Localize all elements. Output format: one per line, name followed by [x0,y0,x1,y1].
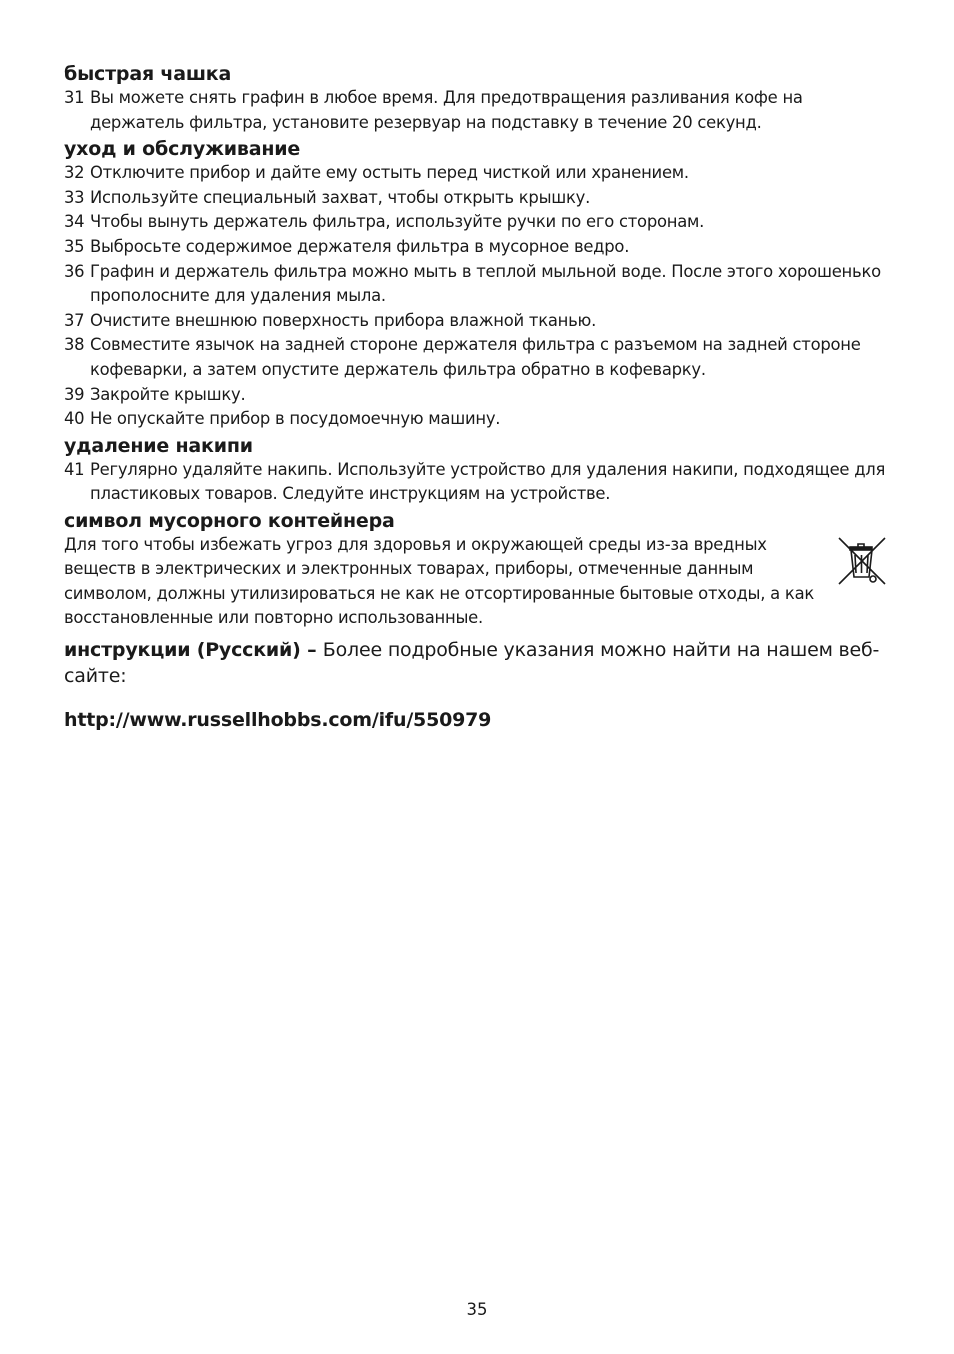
list-item [64,186,886,211]
item-number: 38 [64,335,85,355]
list-item [64,210,886,235]
list-item [64,458,886,507]
item-number: 33 [64,187,85,207]
manual-page-content [64,62,886,732]
list-item [64,383,886,408]
item-text: Совместите язычок на задней стороне держателя фильтра с разъемом на задней стороне кофеварки, а затем опустите держатель фильтра обратно в кофеварку. [90,335,861,379]
item-text: Выбросьте содержимое держателя фильтра в мусорное ведро. [90,236,630,256]
list-item [64,260,886,309]
section-weee-symbol [64,509,886,631]
list-item [64,235,886,260]
section-care-maintenance [64,137,886,432]
item-number: 36 [64,261,85,281]
list-item [64,86,886,135]
instructions-url-link[interactable]: http://www.russellhobbs.com/ifu/550979 [64,708,492,731]
item-number: 41 [64,459,85,479]
item-number: 37 [64,310,85,330]
item-text: Очистите внешнюю поверхность прибора влажной тканью. [90,310,597,330]
item-number: 40 [64,409,85,429]
instructions-note [64,637,886,689]
item-text: Чтобы вынуть держатель фильтра, используйте ручки по его сторонам. [90,212,705,232]
section-quick-cup [64,62,886,135]
section-title: удаление накипи [64,434,253,457]
item-text: Графин и держатель фильтра можно мыть в теплой мыльной воде. После этого хорошенько прополосните для удаления мыла. [90,261,881,306]
crossed-out-wheelie-bin-icon [836,535,888,587]
item-text: Регулярно удаляйте накипь. Используйте устройство для удаления накипи, подходящее для пластиковых товаров. Следуйте инструкциям на устройстве. [90,459,886,504]
list-item [64,309,886,334]
instruction-list [64,86,886,135]
weee-paragraph: Для того чтобы избежать угроз для здоровья и окружающей среды из-за вредных веществ в электрических и электронных товарах, приборы, отмеченные данным символом, должны утилизироваться не как не отсортированные бытовые отходы, а как восстановленные или повторно использованные. [64,534,815,628]
item-text: Отключите прибор и дайте ему остыть перед чисткой или хранением. [90,163,689,183]
section-title: уход и обслуживание [64,138,301,161]
item-number: 32 [64,163,85,183]
item-text: Не опускайте прибор в посудомоечную машину. [90,409,501,429]
item-text: Вы можете снять графин в любое время. Для предотвращения разливания кофе на держатель фильтра, установите резервуар на подставку в течение 20 секунд. [90,88,803,132]
instructions-text: Более подробные указания можно найти на нашем веб-сайте: [64,638,880,687]
item-number: 35 [64,236,85,256]
item-number: 31 [64,88,85,107]
instruction-list [64,161,886,432]
item-number: 39 [64,384,85,404]
item-number: 34 [64,212,85,232]
item-text: Закройте крышку. [90,384,246,404]
section-title: символ мусорного контейнера [64,509,395,532]
instructions-dash: – [300,638,323,661]
page-number: 35 [466,1300,488,1319]
instruction-list [64,458,886,507]
list-item [64,161,886,186]
section-descaling [64,434,886,507]
item-text: Используйте специальный захват, чтобы открыть крышку. [90,187,591,207]
instructions-label: инструкции (Русский) [64,638,301,661]
list-item [64,407,886,432]
section-title: быстрая чашка [64,63,232,85]
list-item [64,333,886,382]
